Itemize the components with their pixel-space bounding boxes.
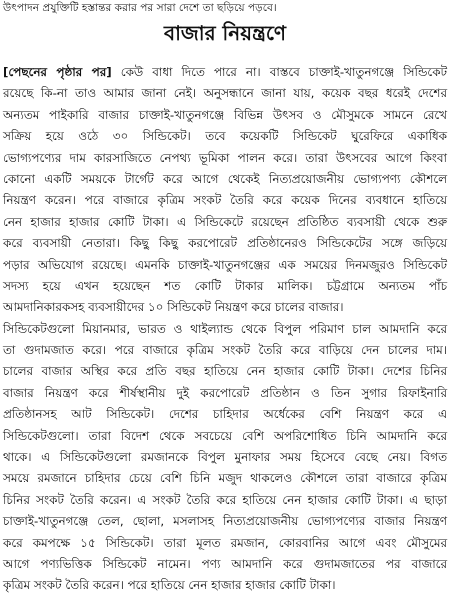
- article-line: নিয়ন্ত্রণ করেন। পরে বাজারে কৃত্রিম সংকট তৈরি করে কয়েক দিনের ব্যবধানে হাতিয়ে: [3, 193, 447, 208]
- article-line: পড়ার অভিযোগ রয়েছে। এমনকি চাক্তাই-খাতুনগঞ্জের এক সময়ের দিনমজুরও সিন্ডিকেট: [3, 257, 447, 272]
- article-line: চিনির সংকট তৈরি করেন। এ সংকট তৈরি করে হাতিয়ে নেন হাজার কোটি টাকা। এ ছাড়া: [3, 492, 447, 507]
- article-line: করে ব্যবসায়ী নেতারা। কিছু কিছু করপোরেট প্রতিষ্ঠানেরও সিন্ডিকেটের সঙ্গে জড়িয়ে: [3, 236, 447, 251]
- article-body: [3, 46, 447, 593]
- article-line: থাকে। এ সিন্ডিকেটগুলো রমজানকে বিপুল মুনাফার সময় হিসেবে বেছে নেয়। বিগত: [3, 450, 447, 465]
- previous-article-closing-line: উৎপাদন প্রযুক্তিটি হস্তান্তর করার পর সারা দেশে তা ছড়িয়ে পড়বে।: [3, 2, 277, 14]
- article-line: চালের বাজার অস্থির করে প্রতি বছর হাতিয়ে নেন হাজার কোটি টাকা। দেশের চিনির: [3, 364, 447, 379]
- article-line: তা গুদামজাত করে। পরে বাজারে কৃত্রিম সংকট তৈরি করে বাড়িয়ে দেন চালের দাম।: [3, 343, 447, 358]
- article-line: সিন্ডিকেটগুলো মিয়ানমার, ভারত ও থাইল্যান্ড থেকে বিপুল পরিমাণ চাল আমদানি করে: [3, 321, 447, 336]
- article-line: কোনো একটি সময়কে টার্গেট করে আগে থেকেই নিত্যপ্রয়োজনীয় ভোগ্যপণ্য কৌশলে: [3, 171, 447, 186]
- article-line: সক্রিয় হয়ে ওঠে ৩০ সিন্ডিকেট। তবে কয়েকটি সিন্ডিকেট ঘুরেফিরে একাধিক: [3, 129, 447, 144]
- article-line: প্রতিষ্ঠানসহ আট সিন্ডিকেট। দেশের চাহিদার অর্ধেকের বেশি নিয়ন্ত্রণ করে এ: [3, 407, 447, 422]
- article-line: সময়ে রমজানে চাহিদার চেয়ে বেশি চিনি মজুদ থাকলেও কৌশলে তারা বাজারে কৃত্রিম: [3, 471, 447, 486]
- article-line: ভোগ্যপণ্যের দাম কারসাজিতে নেপথ্য ভূমিকা পালন করে। তারা উৎসবের আগে কিংবা: [3, 150, 447, 165]
- article-line: বাজার নিয়ন্ত্রণ করে শীর্ষস্থানীয় দুই করপোরেট প্রতিষ্ঠান ও তিন সুগার রিফাইনারি: [3, 385, 447, 400]
- article-line: নেন হাজার হাজার কোটি টাকা। এ সিন্ডিকেটে রয়েছেন প্রতিষ্ঠিত ব্যবসায়ী থেকে শুরু: [3, 214, 447, 229]
- article-first-line: [3, 62, 447, 83]
- article-line: আমদানিকারকসহ ব্যবসায়ীদের ১০ সিন্ডিকেট নিয়ন্ত্রণ করে চালের বাজার।: [3, 300, 344, 315]
- article-line: করে কমপক্ষে ১৫ সিন্ডিকেট। তারা মূলত রমজান, কোরবানির আগে এবং মৌসুমের: [3, 535, 447, 550]
- article-headline: বাজার নিয়ন্ত্রণে: [163, 21, 287, 45]
- first-line-text: কেউ বাধা দিতে পারে না। বাস্তবে চাক্তাই-খাতুনগঞ্জে সিন্ডিকেট: [111, 65, 447, 79]
- article-line: সদস্য হয়ে এখন হয়েছেন শত কোটি টাকার মালিক। চট্টগ্রামে অন্যতম পাঁচ: [3, 278, 447, 293]
- article-line: অন্যতম পাইকারি বাজার চাক্তাই-খাতুনগঞ্জে বিভিন্ন উৎসব ও মৌসুমকে সামনে রেখে: [3, 107, 447, 122]
- article-line: চাক্তাই-খাতুনগঞ্জে তেল, ছোলা, মসলাসহ নিত্যপ্রয়োজনীয় ভোগ্যপণ্যের বাজার নিয়ন্ত্রণ: [3, 514, 447, 529]
- article-line: কৃত্রিম সংকট তৈরি করেন। পরে হাতিয়ে নেন হাজার হাজার কোটি টাকা।: [3, 578, 336, 593]
- article-line: সিন্ডিকেটগুলো। তারা বিদেশ থেকে সবচেয়ে বেশি অপরিশোধিত চিনি আমদানি করে: [3, 428, 447, 443]
- article-line: রয়েছে কি-না তাও আমার জানা নেই। অনুসন্ধানে জানা যায়, কয়েক বছর ধরেই দেশের: [3, 86, 447, 101]
- continued-from-label: [পেছনের পৃষ্ঠার পর]: [3, 65, 112, 79]
- article-line: আগে পণ্যভিত্তিক সিন্ডিকেট নামেন। পণ্য আমদানি করে গুদামজাতের পর বাজারে: [3, 556, 447, 571]
